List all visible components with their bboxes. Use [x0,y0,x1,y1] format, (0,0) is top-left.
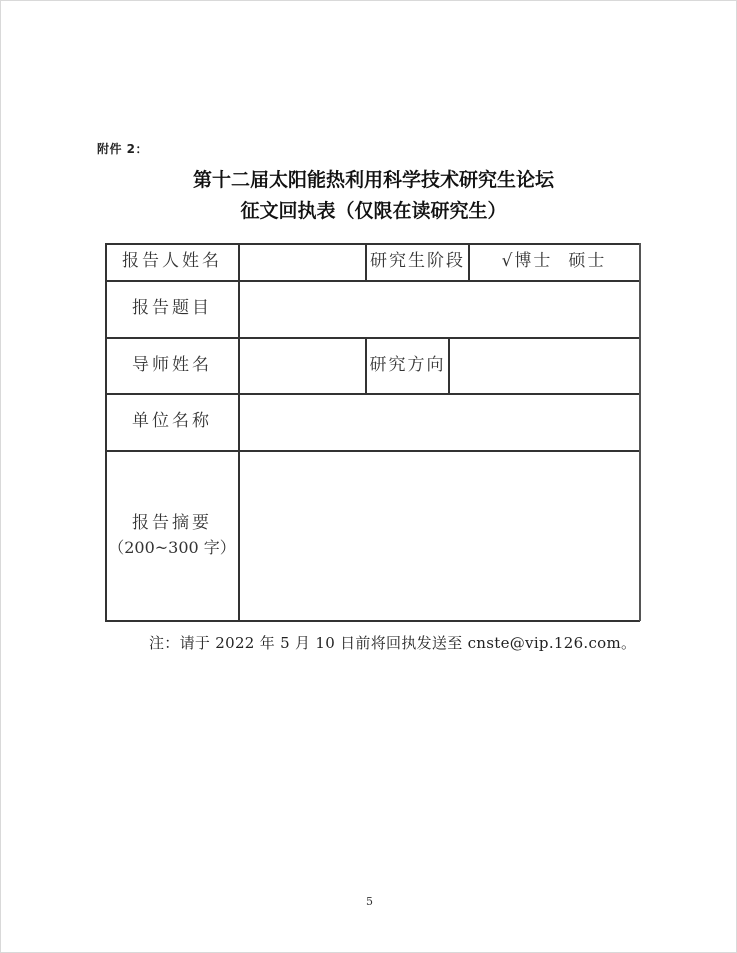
phd-option[interactable]: √博士 [501,251,553,272]
report-title-label: 报告题目 [132,298,212,319]
abstract-field[interactable] [240,452,638,619]
research-direction-label: 研究方向 [369,354,446,375]
document-subtitle: 征文回执表（仅限在读研究生） [240,200,507,222]
document-title: 第十二届太阳能热利用科学技术研究生论坛 [192,169,554,191]
research-direction-field[interactable] [450,339,638,392]
report-title-field[interactable] [240,282,638,336]
page-number: 5 [366,895,373,908]
degree-stage-options[interactable] [469,243,639,281]
abstract-length-hint: （200~300 字） [108,538,236,558]
registration-form-table [105,243,640,621]
presenter-name-field[interactable] [240,245,364,279]
submission-note: 注：请于 2022 年 5 月 10 日前将回执发送至 cnste@vip.126.com。 [149,634,637,652]
institution-name-label: 单位名称 [132,411,212,432]
table-border-right [639,243,641,621]
institution-name-field[interactable] [240,395,638,449]
table-border-bottom [105,620,640,622]
abstract-label-cell [105,451,239,620]
master-option[interactable]: 硕士 [568,251,607,272]
abstract-label: 报告摘要 [132,512,212,533]
advisor-name-label: 导师姓名 [132,354,212,375]
degree-stage-label: 研究生阶段 [370,251,465,272]
presenter-name-label: 报告人姓名 [122,251,222,272]
advisor-name-field[interactable] [240,339,364,392]
attachment-label: 附件 2： [97,142,149,156]
